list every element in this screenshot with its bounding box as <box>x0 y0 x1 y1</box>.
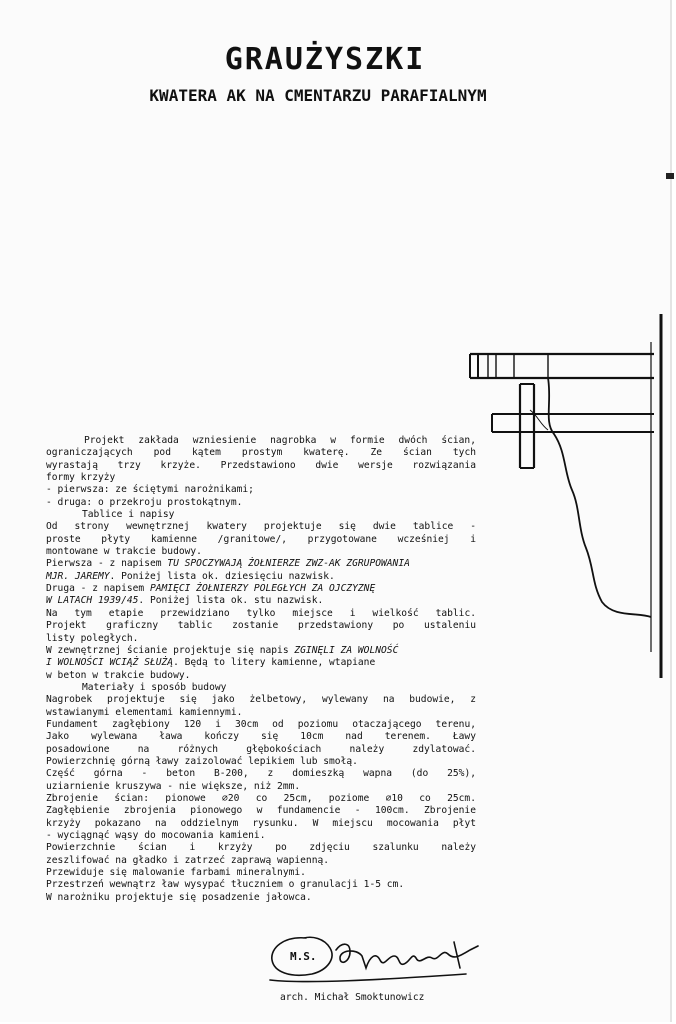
text-line: Przestrzeń wewnątrz ław wysypać tłuczniem o granulacji 1-5 cm. <box>46 879 405 891</box>
text-line: W narożniku projektuje się posadzenie jałowca. <box>46 891 312 903</box>
text-segment: Pierwsza - z napisem <box>46 558 168 570</box>
text-segment: W zewnętrznej ścianie projektuje się napis <box>46 644 295 656</box>
text-line: listy poległych. <box>46 632 139 644</box>
text-segment: . Poniżej lista ok. dziesięciu nazwisk. <box>109 570 335 582</box>
text-line: Zagłębienie zbrojenia pionowego w fundamencie - 100cm. Zbrojenie <box>46 805 476 817</box>
cross-section-drawing <box>468 312 670 680</box>
signature-initials: M.S. <box>290 950 317 963</box>
text-line: Przewiduje się malowanie farbami mineralnymi. <box>46 867 306 879</box>
text-line: Jako wylewana ława kończy się 10cm nad terenem. Ławy <box>46 731 476 743</box>
text-line: - wyciągnąć wąsy do mocowania kamieni. <box>46 830 266 841</box>
text-line: proste płyty kamienne /granitowe/, przygotowane wcześniej i <box>46 533 476 545</box>
text-line: Zbrojenie ścian: pionowe ∅20 co 25cm, poziome ∅10 co 25cm. <box>46 792 476 804</box>
text-line: zeszlifować na gładko i zatrzeć zaprawą wapienną. <box>46 854 330 866</box>
project-description <box>46 435 476 904</box>
section-heading: Tablice i napisy <box>82 509 175 521</box>
author-name: arch. Michał Smoktunowicz <box>280 992 425 1003</box>
text-line: krzyży pokazano na oddzielnym rysunku. W miejscu mocowania płyt <box>46 817 476 829</box>
text-segment: . Poniżej lista ok. stu nazwisk. <box>138 595 324 607</box>
text-line: Część górna - beton B-200, z domieszką wapna (do 25%), <box>46 768 476 780</box>
text-line: Na tym etapie przewidziano tylko miejsce i wielkość tablic. <box>46 607 476 619</box>
text-line: montowane w trakcie budowy. <box>46 546 202 558</box>
text-line: posadowione na różnych głębokościach należy zdylatować. <box>46 743 476 755</box>
text-line: uziarnienie kruszywa - nie większe, niż 2mm. <box>46 780 301 792</box>
text-line: ograniczających pod kątem prostym kwaterę. Ze ścian tych <box>46 447 476 459</box>
text-line: Powierzchnie ścian i krzyży po zdjęciu szalunku należy <box>46 842 476 854</box>
text-line: Projekt graficzny tablic zostanie przedstawiony po ustaleniu <box>46 620 476 632</box>
text-line: formy krzyży <box>46 472 116 484</box>
inscription-text: W LATACH 1939/45 <box>46 595 139 607</box>
inscription-text: PAMIĘCI ŻOŁNIERZY POLEGŁYCH ZA OJCZYZNĘ <box>149 583 376 595</box>
text-line: Powierzchnię górną ławy zaizolować lepikiem lub smołą. <box>46 755 358 767</box>
document-title: GRAUŻYSZKI <box>224 42 426 77</box>
text-line: Fundament zagłębiony 120 i 30cm od poziomu otaczającego terenu, <box>46 718 476 730</box>
text-line: Projekt zakłada wzniesienie nagrobka w formie dwóch ścian, <box>84 435 476 446</box>
inscription-text: TU SPOCZYWAJĄ ŻOŁNIERZE ZWZ-AK ZGRUPOWANIA <box>167 558 410 570</box>
text-line: Od strony wewnętrznej kwatery projektuje się dwie tablice - <box>46 521 476 533</box>
text-line: Nagrobek projektuje się jako żelbetowy, wylewany na budowie, z <box>46 694 476 706</box>
inscription-text: MJR. JAREMY <box>46 570 110 582</box>
text-line: wstawianymi elementami kamiennymi. <box>46 706 243 718</box>
document-subtitle: KWATERA AK NA CMENTARZU PARAFIALNYM <box>149 86 487 105</box>
text-line <box>46 595 476 607</box>
text-line: - pierwsza: ze ściętymi narożnikami; <box>46 484 254 496</box>
inscription-text: ZGINĘLI ZA WOLNOŚĆ <box>294 644 399 656</box>
handwritten-signature <box>266 928 488 986</box>
section-heading: Materiały i sposób budowy <box>82 681 227 693</box>
text-line <box>46 571 476 583</box>
text-segment: Druga - z napisem <box>46 583 150 595</box>
text-line: w beton w trakcie budowy. <box>46 669 191 681</box>
text-line <box>46 583 476 595</box>
text-line <box>46 558 476 570</box>
text-line: - druga: o przekroju prostokątnym. <box>46 496 243 508</box>
text-line <box>46 645 476 657</box>
text-segment: . Będą to litery kamienne, wtapiane <box>173 657 376 669</box>
text-line: wyrastają trzy krzyże. Przedstawiono dwie wersje rozwiązania <box>46 459 476 471</box>
scan-edge-mark <box>666 173 674 179</box>
inscription-text: I WOLNOŚCI WCIĄŻ SŁUŻĄ <box>46 657 174 669</box>
text-line <box>46 657 476 669</box>
